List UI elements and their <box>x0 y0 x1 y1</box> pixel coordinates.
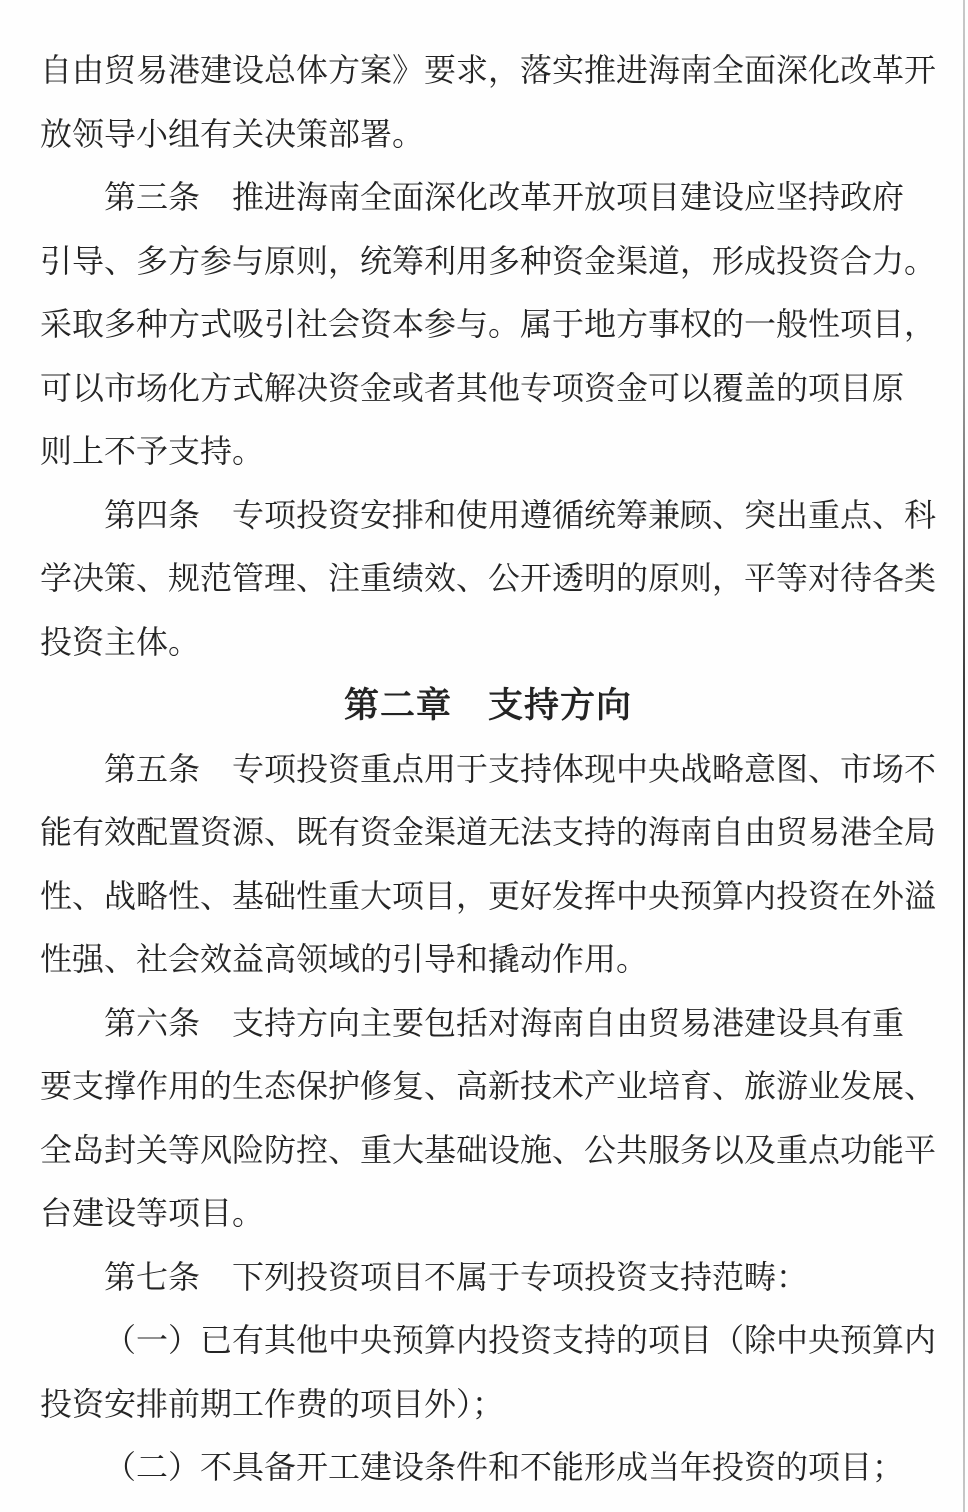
text-line: 第七条 下列投资项目不属于专项投资支持范畴： <box>104 1258 809 1295</box>
text-line: 引导、多方参与原则，统筹利用多种资金渠道，形成投资合力。 <box>40 242 937 279</box>
text-line: 要支撑作用的生态保护修复、高新技术产业培育、旅游业发展、 <box>40 1068 937 1104</box>
document-text-column <box>40 39 936 1500</box>
text-line: 性、战略性、基础性重大项目，更好发挥中央预算内投资在外溢 <box>40 877 937 914</box>
text-line: 学决策、规范管理、注重绩效、公开透明的原则，平等对待各类 <box>40 560 937 596</box>
text-line: （二）不具备开工建设条件和不能形成当年投资的项目； <box>104 1449 905 1485</box>
text-line: 自由贸易港建设总体方案》要求，落实推进海南全面深化改革开 <box>40 52 937 88</box>
text-line: 第五条 专项投资重点用于支持体现中央战略意图、市场不 <box>104 750 937 787</box>
text-line: 性强、社会效益高领域的引导和撬动作用。 <box>40 941 649 977</box>
text-line: 投资主体。 <box>40 623 201 660</box>
text-line: 台建设等项目。 <box>40 1195 265 1231</box>
text-line: 放领导小组有关决策部署。 <box>40 115 425 152</box>
page-edge-line <box>963 0 965 1512</box>
text-line: 能有效配置资源、既有资金渠道无法支持的海南自由贸易港全局 <box>40 814 937 850</box>
text-line: 第四条 专项投资安排和使用遵循统筹兼顾、突出重点、科 <box>104 496 937 533</box>
text-line: 全岛封关等风险防控、重大基础设施、公共服务以及重点功能平 <box>40 1131 937 1168</box>
chapter-heading: 第二章 支持方向 <box>343 686 632 725</box>
text-line: 投资安排前期工作费的项目外）； <box>40 1385 505 1422</box>
text-line: 则上不予支持。 <box>40 433 265 469</box>
text-line: 可以市场化方式解决资金或者其他专项资金可以覆盖的项目原 <box>40 369 905 406</box>
text-line: 第三条 推进海南全面深化改革开放项目建设应坚持政府 <box>104 179 905 215</box>
text-line: （一）已有其他中央预算内投资支持的项目（除中央预算内 <box>104 1322 937 1358</box>
text-line: 采取多种方式吸引社会资本参与。属于地方事权的一般性项目， <box>40 306 937 342</box>
text-line: 第六条 支持方向主要包括对海南自由贸易港建设具有重 <box>104 1004 905 1041</box>
